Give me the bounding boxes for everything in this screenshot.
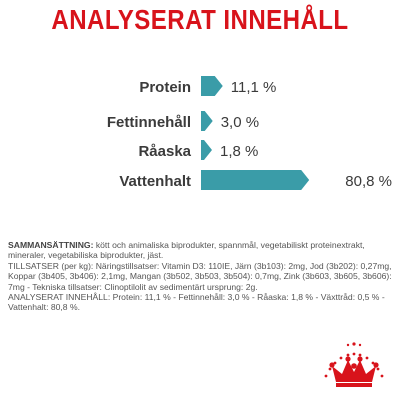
category-label: Råaska (138, 143, 191, 160)
additives-line: TILLSATSER (per kg): Näringstillsatser: Vitamin D3: 110IE, Järn (3b103): 2mg, Jod (3b202): 0,27mg, Koppar (3b405, 3b406): 2,1mg, Mangan (3b502, 3b503, 3b504): 0,7mg, Zink (3b603, 3b605, 3b606): 7mg - Tekniska tillsatser: Clinoptilolit av sedimentärt ursprung: 2g. (8, 260, 392, 292)
page-title: ANALYSERAT INNEHÅLL (51, 4, 349, 35)
composition-line (8, 240, 396, 261)
category-label: Vattenhalt (119, 173, 191, 190)
value-label: 1,8 % (220, 143, 259, 160)
data-bar (201, 140, 212, 160)
value-label: 3,0 % (220, 114, 260, 131)
value-label: 80,8 % (345, 173, 392, 190)
analysis-line: ANALYSERAT INNEHÅLL: Protein: 11,1 % - Fettinnehåll: 3,0 % - Råaska: 1,8 % - Växttråd: 0,5 % - Vattenhalt: 80,8 %. (8, 292, 385, 313)
category-label: Fettinnehåll (106, 114, 191, 131)
data-bar (201, 76, 223, 96)
composition-text-block (8, 240, 396, 313)
royal-canin-crown-logo (318, 336, 390, 390)
category-label: Protein (139, 79, 191, 96)
data-bar (201, 170, 309, 190)
composition-heading: SAMMANSÄTTNING: (8, 240, 94, 250)
data-bar (201, 111, 213, 131)
value-label: 11,1 % (230, 79, 277, 96)
composition-ingredients: kött och animaliska biprodukter, spannmål, vegetabiliskt proteinextrakt, mineraler, vegetabiliska biprodukter, jäst. (8, 240, 365, 261)
